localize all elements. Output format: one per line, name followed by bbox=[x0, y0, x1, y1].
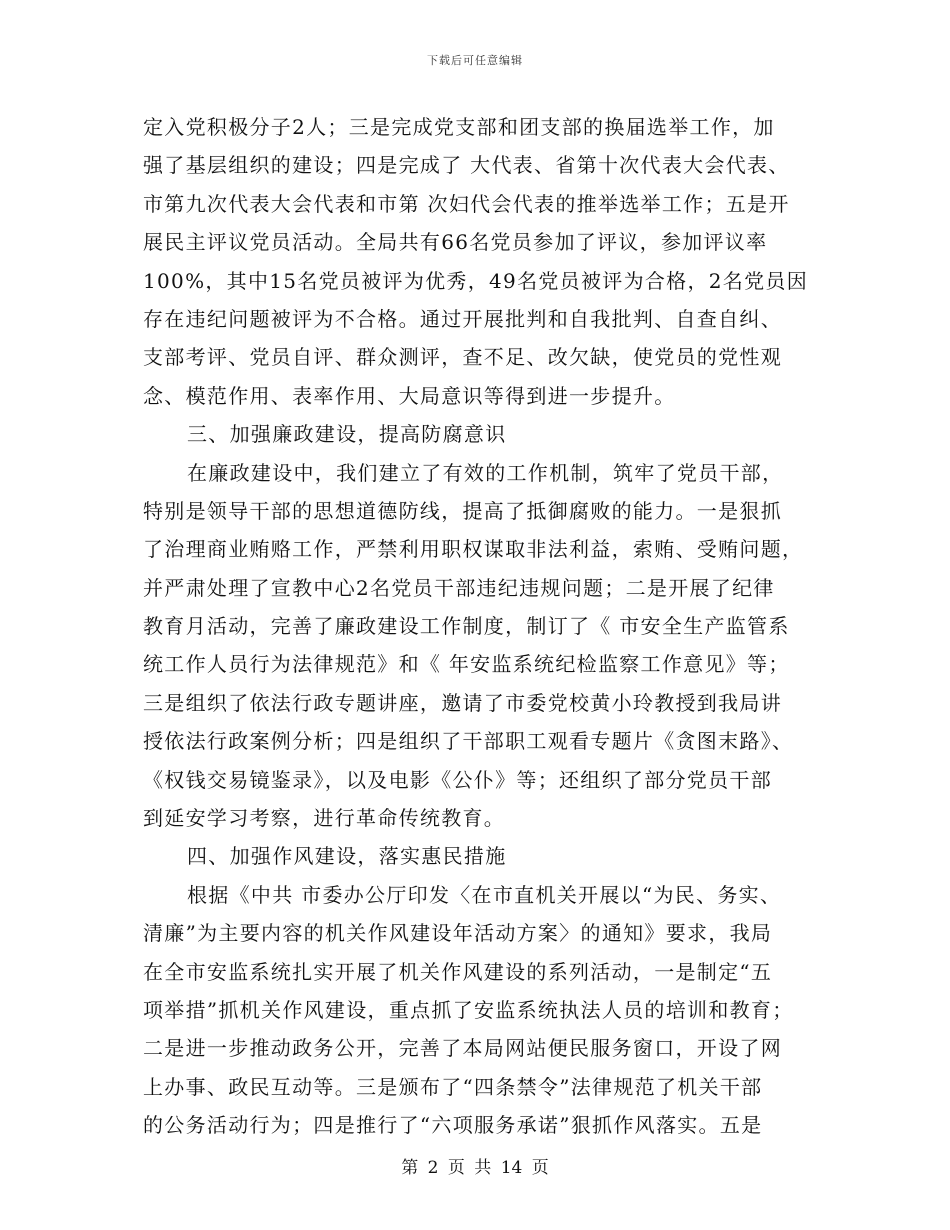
paragraph-first-line: 在廉政建设中，我们建立了有效的工作机制，筑牢了党员干部， bbox=[187, 460, 784, 485]
body-line: 统工作人员行为法律规范》和《 年安监系统纪检监察工作意见》等； bbox=[143, 652, 790, 677]
body-line: 二是进一步推动政务公开，完善了本局网站便民服务窗口，开设了网 bbox=[143, 1036, 782, 1061]
section-heading: 四、加强作风建设，落实惠民措施 bbox=[187, 844, 507, 869]
page-footer: 第 2 页 共 14 页 bbox=[401, 1158, 549, 1178]
body-line: 100%，其中15名党员被评为优秀，49名党员被评为合格，2名党员因 bbox=[143, 268, 808, 293]
body-line: 三是组织了依法行政专题讲座，邀请了市委党校黄小玲教授到我局讲 bbox=[143, 690, 782, 715]
body-line: 支部考评、党员自评、群众测评，查不足、改欠缺，使党员的党性观 bbox=[143, 345, 782, 370]
body-line: 存在违纪问题被评为不合格。通过开展批判和自我批判、自查自纠、 bbox=[143, 306, 782, 331]
body-line: 了治理商业贿赂工作，严禁利用职权谋取非法利益，索贿、受贿问题， bbox=[143, 537, 804, 562]
body-line: 授依法行政案例分析；四是组织了干部职工观看专题片《贪图末路》、 bbox=[143, 729, 794, 754]
body-line: 上办事、政民互动等。三是颁布了“四条禁令”法律规范了机关干部 bbox=[143, 1074, 763, 1099]
body-line: 的公务活动行为；四是推行了“六项服务承诺”狠抓作风落实。五是 bbox=[143, 1113, 763, 1138]
body-line: 市第九次代表大会代表和市第 次妇代会代表的推举选举工作；五是开 bbox=[143, 191, 790, 216]
body-line: 项举措”抓机关作风建设，重点抓了安监系统执法人员的培训和教育； bbox=[143, 997, 794, 1022]
paragraph-first-line: 根据《中共 市委办公厅印发〈在市直机关开展以“为民、务实、 bbox=[187, 882, 782, 907]
section-heading: 三、加强廉政建设，提高防腐意识 bbox=[187, 422, 507, 447]
body-line: 展民主评议党员活动。全局共有66名党员参加了评议，参加评议率 bbox=[143, 230, 768, 255]
body-line: 清廉”为主要内容的机关作风建设年活动方案〉的通知》要求，我局 bbox=[143, 921, 773, 946]
page-header: 下载后可任意编辑 bbox=[427, 54, 523, 67]
body-line: 特别是领导干部的思想道德防线，提高了抵御腐败的能力。一是狠抓 bbox=[143, 498, 782, 523]
body-line: 到延安学习考察，进行革命传统教育。 bbox=[143, 806, 506, 831]
document-body bbox=[143, 108, 808, 1145]
body-line: 定入党积极分子2人；三是完成党支部和团支部的换届选举工作，加 bbox=[143, 115, 775, 139]
body-line: 教育月活动，完善了廉政建设工作制度，制订了《 市安全生产监管系 bbox=[143, 614, 790, 639]
body-line: 在全市安监系统扎实开展了机关作风建设的系列活动，一是制定“五 bbox=[143, 959, 773, 984]
body-line: 并严肃处理了宣教中心2名党员干部违纪违规问题；二是开展了纪律 bbox=[143, 575, 775, 600]
body-line: 《权钱交易镜鉴录》，以及电影《公仆》等；还组织了部分党员干部 bbox=[143, 767, 772, 792]
body-line: 念、模范作用、表率作用、大局意识等得到进一步提升。 bbox=[143, 383, 676, 408]
body-line: 强了基层组织的建设；四是完成了 大代表、省第十次代表大会代表、 bbox=[143, 153, 790, 178]
